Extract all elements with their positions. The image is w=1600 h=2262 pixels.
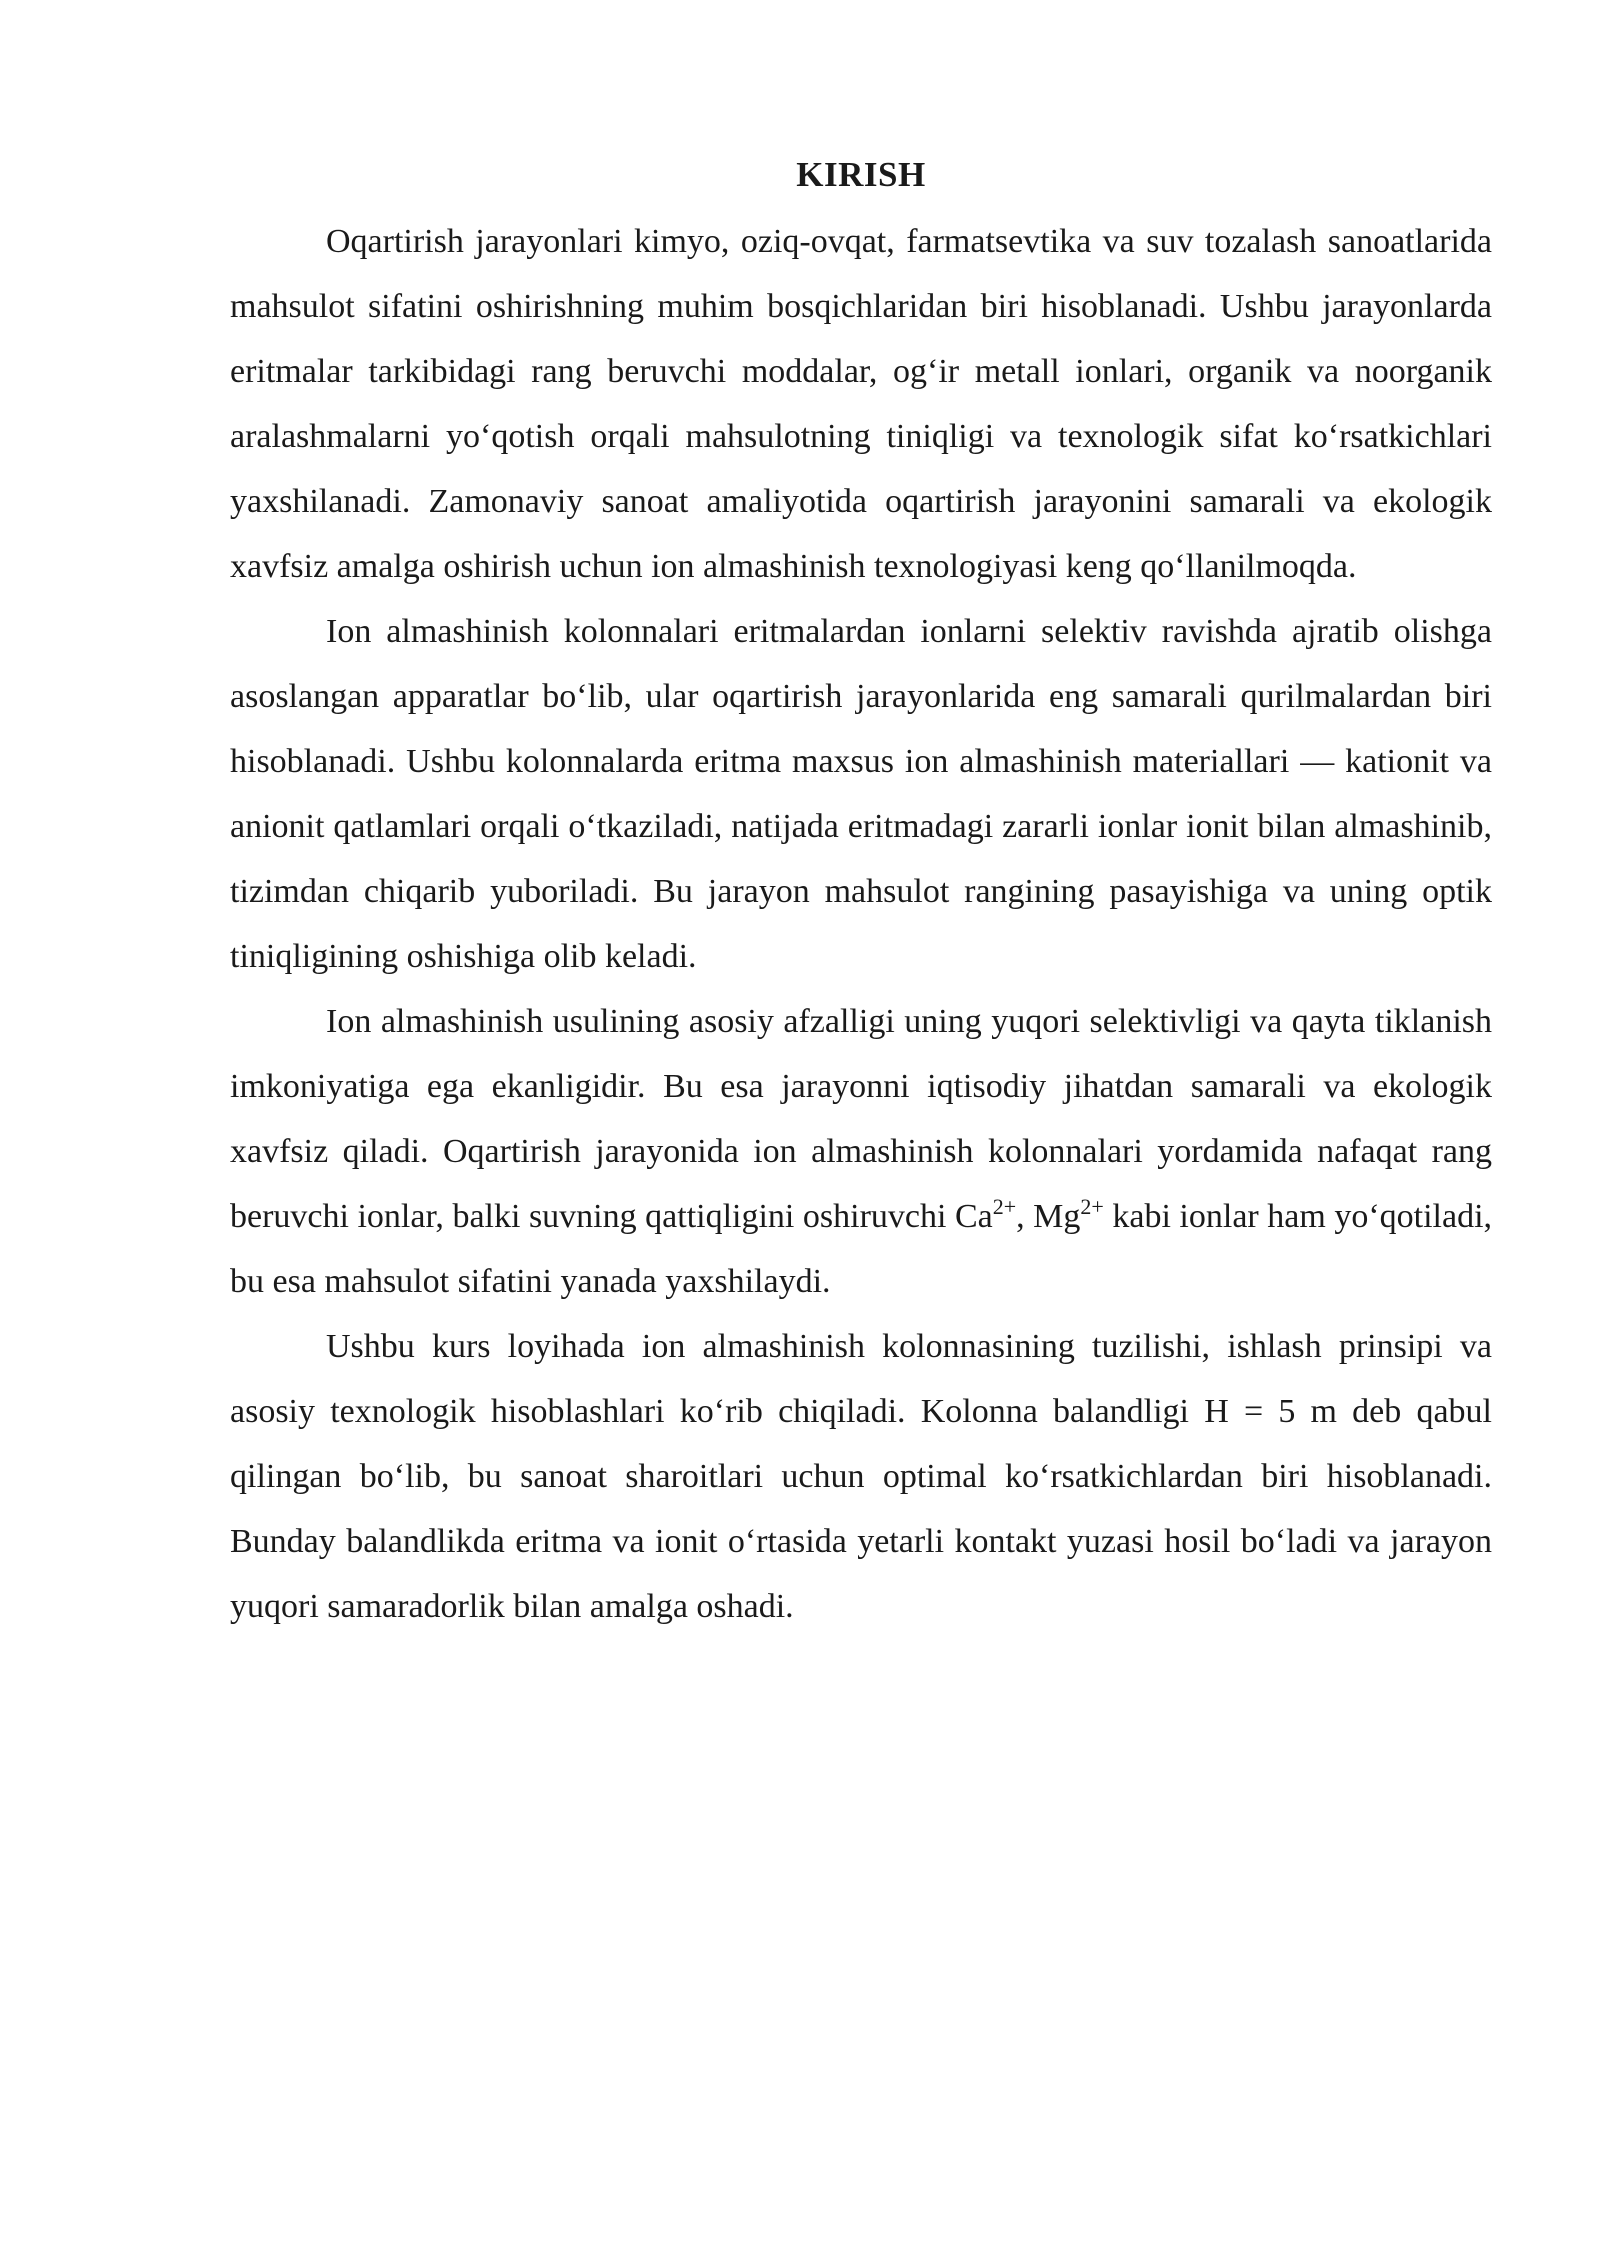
paragraph-1: Oqartirish jarayonlari kimyo, oziq-ovqat, farmatsevtika va suv tozalash sanoatlarida mahsulot sifatini oshirishning muhim bosqichlaridan biri hisoblanadi. Ushbu jarayonlarda eritmalar tarkibidagi rang beruvchi moddalar, og‘ir metall ionlari, organik va noorganik aralashmalarni yo‘qotish orqali mahsulotning tiniqligi va texnologik sifat ko‘rsatkichlari yaxshilanadi. Zamonaviy sanoat amaliyotida oqartirish jarayonini samarali va ekologik xavfsiz amalga oshirish uchun ion almashinish texnologiyasi keng qo‘llanilmoqda. (230, 223, 1492, 585)
paragraph-4: Ushbu kurs loyihada ion almashinish kolonnasining tuzilishi, ishlash prinsipi va asosiy texnologik hisoblashlari ko‘rib chiqiladi. Kolonna balandligi H = 5 m deb qabul qilingan bo‘lib, bu sanoat sharoitlari uchun optimal ko‘rsatkichlardan biri hisoblanadi. Bunday balandlikda eritma va ionit o‘rtasida yetarli kontakt yuzasi hosil bo‘ladi va jarayon yuqori samaradorlik bilan amalga oshadi. (230, 1328, 1492, 1625)
paragraph-2: Ion almashinish kolonnalari eritmalardan ionlarni selektiv ravishda ajratib olishga asoslangan apparatlar bo‘lib, ular oqartirish jarayonlarida eng samarali qurilmalardan biri hisoblanadi. Ushbu kolonnalarda eritma maxsus ion almashinish materiallari — kationit va anionit qatlamlari orqali o‘tkaziladi, natijada eritmadagi zararli ionlar ionit bilan almashinib, tizimdan chiqarib yuboriladi. Bu jarayon mahsulot rangining pasayishiga va uning optik tiniqligining oshishiga olib keladi. (230, 613, 1492, 975)
document-body (230, 148, 1492, 1639)
paragraph-3 (230, 989, 1492, 1314)
paragraph-3-text-a: Ion almashinish usulining asosiy afzalligi uning yuqori selektivligi va qayta tiklanish imkoniyatiga ega ekanligidir. Bu esa jarayonni iqtisodiy jihatdan samarali va ekologik xavfsiz qiladi. Oqartirish jarayonida ion almashinish kolonnalari yordamida nafaqat rang beruvchi ionlar, balki suvning qattiqligini oshiruvchi Ca (230, 1003, 1492, 1235)
magnesium-charge-superscript: 2+ (1080, 1194, 1104, 1219)
paragraph-3-text-c: kabi ionlar ham yo‘qotiladi, bu esa mahsulot sifatini yanada yaxshilaydi. (230, 1198, 1493, 1300)
paragraph-3-text-b: , Mg (1016, 1198, 1081, 1235)
calcium-charge-superscript: 2+ (992, 1194, 1017, 1219)
section-title: KIRISH (796, 155, 926, 194)
